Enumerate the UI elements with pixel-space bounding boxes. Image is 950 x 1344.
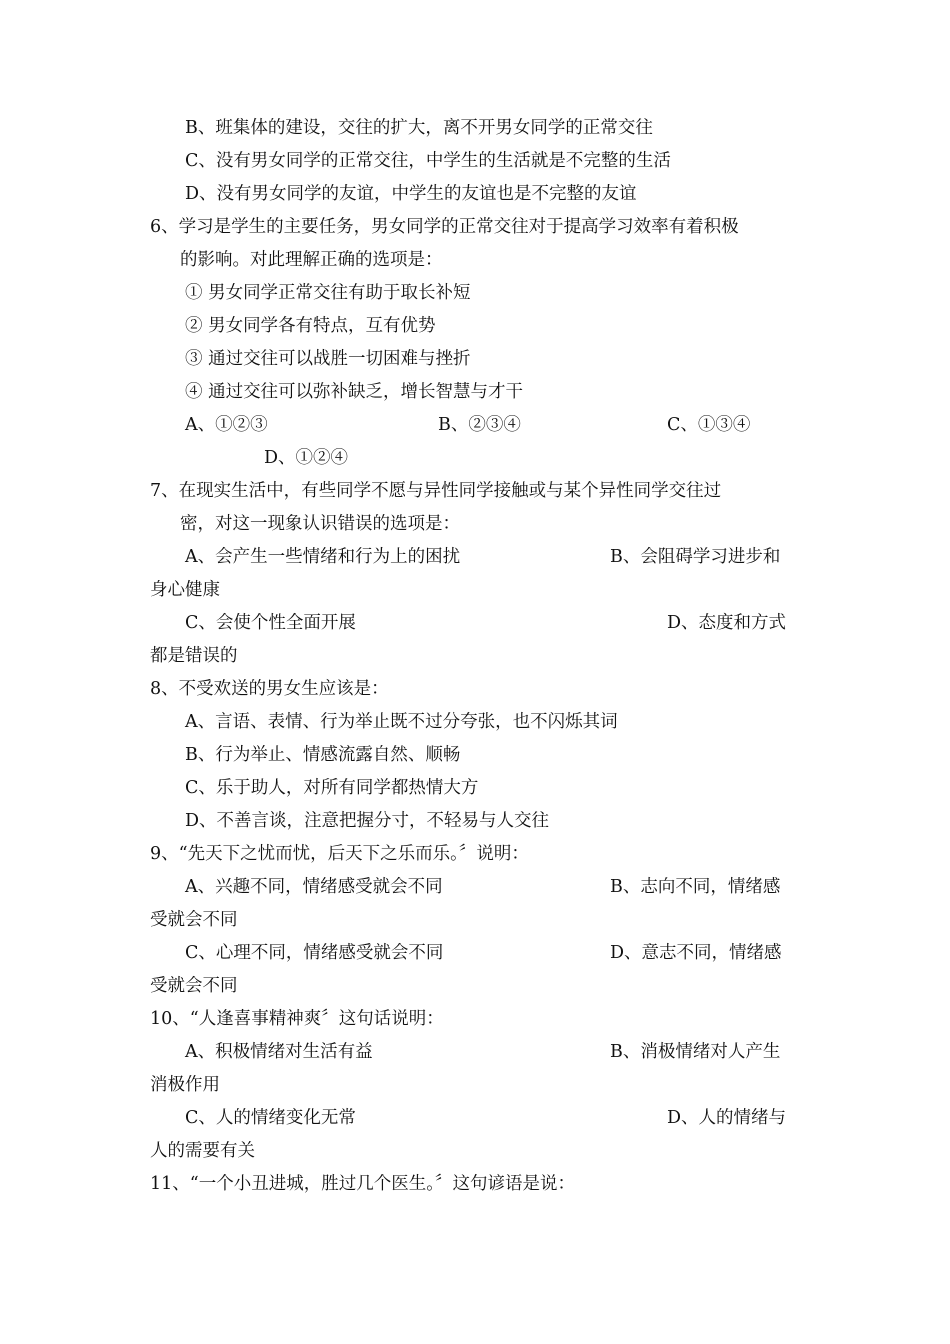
q6-option-a: A、①②③ xyxy=(185,415,268,435)
q6-option-b: B、②③④ xyxy=(438,415,521,435)
q7-option-b: B、会阻碍学习进步和 xyxy=(610,547,781,567)
q7-stem-line2: 密，对这一现象认识错误的选项是： xyxy=(180,514,460,534)
q5-option-d: D、没有男女同学的友谊，中学生的友谊也是不完整的友谊 xyxy=(185,184,637,204)
q6-stem-line2: 的影响。对此理解正确的选项是： xyxy=(180,250,443,270)
q5-option-c: C、没有男女同学的正常交往，中学生的生活就是不完整的生活 xyxy=(185,151,671,171)
q9-option-b: B、志向不同，情绪感 xyxy=(610,877,781,897)
q6-stem-line1: 6、学习是学生的主要任务，男女同学的正常交往对于提高学习效率有着积极 xyxy=(150,217,739,237)
q8-option-b: B、行为举止、情感流露自然、顺畅 xyxy=(185,745,461,765)
q8-option-c: C、乐于助人，对所有同学都热情大方 xyxy=(185,778,479,798)
q8-option-d: D、不善言谈，注意把握分寸，不轻易与人交往 xyxy=(185,811,550,831)
q6-item-4: ④ 通过交往可以弥补缺乏，增长智慧与才干 xyxy=(185,382,524,402)
q7-option-c: C、会使个性全面开展 xyxy=(185,613,356,633)
q9-option-a: A、兴趣不同，情绪感受就会不同 xyxy=(185,877,443,897)
q6-item-3: ③ 通过交往可以战胜一切困难与挫折 xyxy=(185,349,471,369)
q6-option-c: C、①③④ xyxy=(667,415,751,435)
q7-option-a: A、会产生一些情绪和行为上的困扰 xyxy=(185,547,461,567)
q9-option-d-cont: 受就会不同 xyxy=(150,976,238,996)
q10-option-d: D、人的情绪与 xyxy=(667,1108,787,1128)
q10-option-b: B、消极情绪对人产生 xyxy=(610,1042,781,1062)
q7-option-b-cont: 身心健康 xyxy=(150,580,220,600)
q7-stem-line1: 7、在现实生活中，有些同学不愿与异性同学接触或与某个异性同学交往过 xyxy=(150,481,722,501)
q5-option-b: B、班集体的建设，交往的扩大，离不开男女同学的正常交往 xyxy=(185,118,653,138)
q10-option-a: A、积极情绪对生活有益 xyxy=(185,1042,373,1062)
q6-option-d: D、①②④ xyxy=(264,448,349,468)
q8-option-a: A、言语、表情、行为举止既不过分夸张，也不闪烁其词 xyxy=(185,712,618,732)
q9-option-b-cont: 受就会不同 xyxy=(150,910,238,930)
q9-option-d: D、意志不同，情绪感 xyxy=(610,943,782,963)
q10-stem: 10、“人逢喜事精神爽〞这句话说明： xyxy=(150,1009,444,1029)
q6-item-1: ① 男女同学正常交往有助于取长补短 xyxy=(185,283,471,303)
q10-option-c: C、人的情绪变化无常 xyxy=(185,1108,356,1128)
q6-item-2: ② 男女同学各有特点，互有优势 xyxy=(185,316,436,336)
q8-stem: 8、不受欢送的男女生应该是： xyxy=(150,679,389,699)
q11-stem: 11、“一个小丑进城，胜过几个医生。〞这句谚语是说： xyxy=(150,1174,575,1194)
q9-stem: 9、“先天下之忧而忧，后天下之乐而乐。〞说明： xyxy=(150,844,529,864)
q10-option-d-cont: 人的需要有关 xyxy=(150,1141,255,1161)
q10-option-b-cont: 消极作用 xyxy=(150,1075,220,1095)
q7-option-d: D、态度和方式 xyxy=(667,613,787,633)
q9-option-c: C、心理不同，情绪感受就会不同 xyxy=(185,943,444,963)
q7-option-d-cont: 都是错误的 xyxy=(150,646,238,666)
